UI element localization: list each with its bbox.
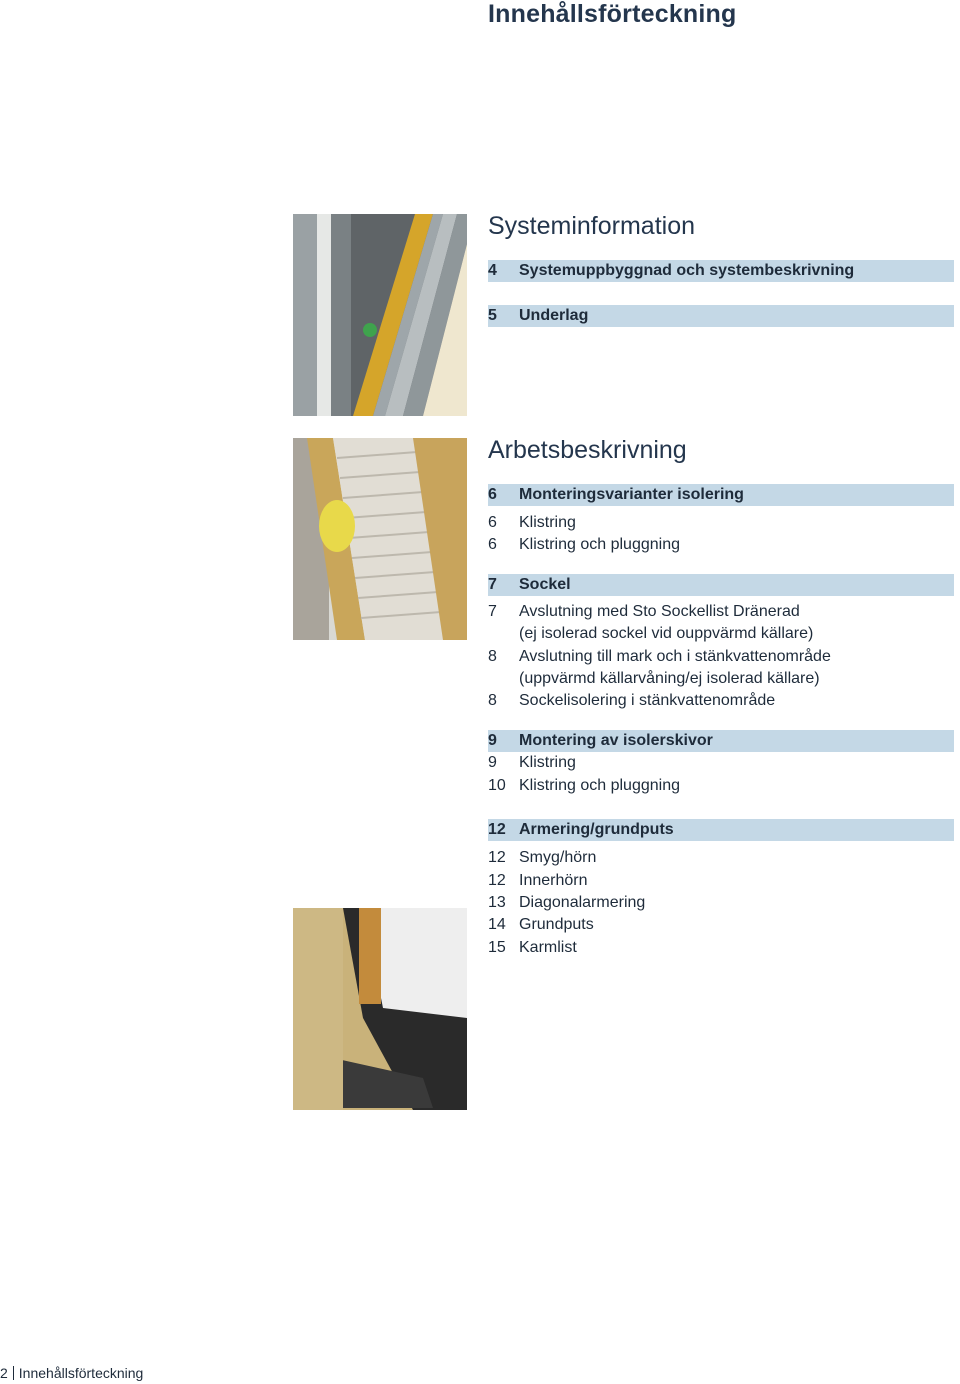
footer-label: Innehållsförteckning [18, 1365, 144, 1381]
entry-label: Innerhörn [519, 872, 588, 889]
toc-entry-continuation [488, 668, 954, 690]
page-number: 14 [488, 916, 506, 933]
page-number: 13 [488, 894, 506, 911]
insulation-board-photo [293, 438, 467, 640]
toc-entry[interactable] [488, 646, 954, 668]
page-number: 7 [488, 576, 497, 593]
entry-label: Avslutning till mark och i stänkvattenområde [519, 648, 831, 665]
toc-group-heading[interactable] [488, 305, 954, 327]
entry-label-line: (ej isolerad sockel vid ouppvärmd källare) [519, 625, 814, 642]
entry-label: Grundputs [519, 916, 594, 933]
toc-group-heading[interactable] [488, 730, 954, 752]
toc-group-heading[interactable] [488, 260, 954, 282]
page-number: 10 [488, 777, 506, 794]
toc-group-heading[interactable] [488, 819, 954, 841]
footer-page-number: 2 [0, 1365, 8, 1381]
page-number: 6 [488, 536, 497, 553]
entry-label: Smyg/hörn [519, 849, 597, 866]
entry-label: Avslutning med Sto Sockellist Dränerad [519, 603, 800, 620]
page-footer [0, 1365, 143, 1381]
entry-label: Klistring [519, 514, 576, 531]
toc-entry[interactable] [488, 892, 954, 914]
toc-entry-continuation [488, 623, 954, 645]
page-number: 5 [488, 307, 497, 324]
entry-label: Systemuppbyggnad och systembeskrivning [519, 262, 855, 279]
entry-label: Sockelisolering i stänkvattenområde [519, 692, 776, 709]
entry-label: Armering/grundputs [519, 821, 674, 838]
page-number: 8 [488, 648, 497, 665]
toc-group-heading[interactable] [488, 574, 954, 596]
page-number: 12 [488, 872, 506, 889]
entry-label: Underlag [519, 307, 589, 324]
section-heading-systeminformation: Systeminformation [488, 212, 696, 240]
section-heading-arbetsbeskrivning: Arbetsbeskrivning [488, 436, 687, 464]
entry-label: Klistring [519, 754, 576, 771]
page-number: 12 [488, 849, 506, 866]
toc-entry[interactable] [488, 512, 954, 534]
toc-entry[interactable] [488, 601, 954, 623]
window-edge-photo [293, 908, 467, 1110]
page-number: 4 [488, 262, 497, 279]
toc-entry[interactable] [488, 937, 954, 959]
entry-label: Diagonalarmering [519, 894, 646, 911]
toc-entry[interactable] [488, 534, 954, 556]
toc-entry[interactable] [488, 752, 954, 774]
toc-entry[interactable] [488, 847, 954, 869]
page-number: 9 [488, 732, 497, 749]
page-number: 8 [488, 692, 497, 709]
footer-divider [13, 1366, 14, 1380]
page-number: 9 [488, 754, 497, 771]
toc-entry[interactable] [488, 870, 954, 892]
entry-label: Montering av isolerskivor [519, 732, 713, 749]
entry-label: Karmlist [519, 939, 577, 956]
page-number: 7 [488, 603, 497, 620]
entry-label: Monteringsvarianter isolering [519, 486, 744, 503]
entry-label-line: (uppvärmd källarvåning/ej isolerad källare) [519, 670, 820, 687]
toc-entry[interactable] [488, 690, 954, 712]
page-number: 12 [488, 821, 506, 838]
page-number: 6 [488, 486, 497, 503]
page-number: 15 [488, 939, 506, 956]
toc-group-heading[interactable] [488, 484, 954, 506]
toc-entry[interactable] [488, 775, 954, 797]
page-number: 6 [488, 514, 497, 531]
toc-entry[interactable] [488, 914, 954, 936]
entry-label: Klistring och pluggning [519, 536, 680, 553]
entry-label: Klistring och pluggning [519, 777, 680, 794]
entry-label: Sockel [519, 576, 571, 593]
wall-layers-photo [293, 214, 467, 416]
page-title: Innehållsförteckning [488, 0, 737, 28]
